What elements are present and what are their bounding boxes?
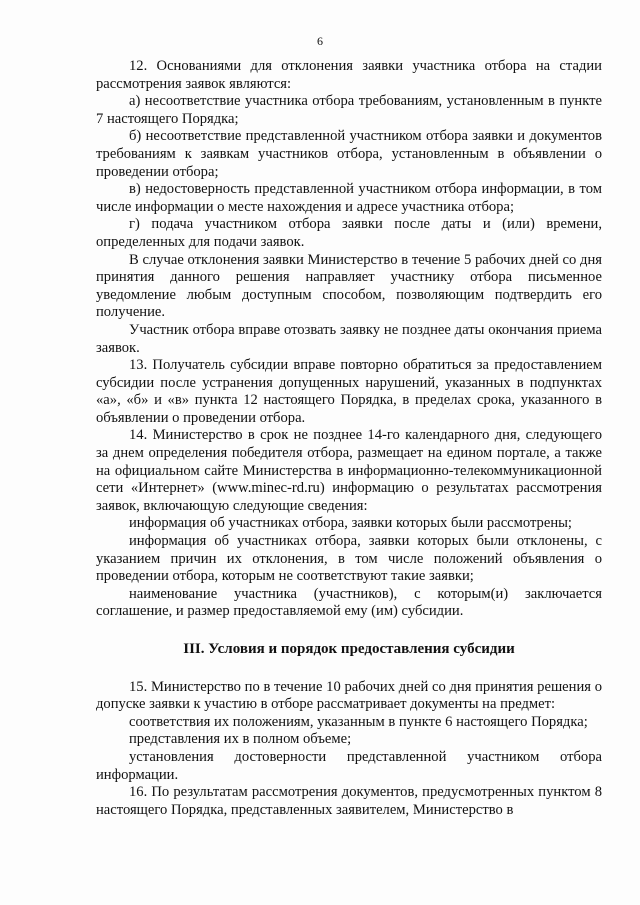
paragraph-16: 16. По результатам рассмотрения документов, предусмотренных пунктом 8 настоящего Порядка, представленных заявителем, Министерство в — [96, 784, 602, 818]
paragraph-15-item-2: представления их в полном объеме; — [129, 731, 352, 748]
paragraph-withdrawal: Участник отбора вправе отозвать заявку не позднее даты окончания приема заявок. — [96, 321, 602, 356]
paragraph-12c: в) недостоверность представленной участником отбора информации, в том числе информации о месте нахождения и адресе участника отбора; — [96, 181, 602, 215]
paragraph-rejection-notice: В случае отклонения заявки Министерство в течение 5 рабочих дней со дня принятия данного решения направляет участнику отбора письменное уведомление любым доступным способом, позволяющим подтвердить его получение. — [96, 251, 602, 321]
paragraph-12b: б) несоответствие представленной участником отбора заявки и документов требованиям к заявкам участников отбора, установленным в объявлении о проведении отбора; — [96, 128, 602, 180]
page-number: 6 — [317, 34, 323, 48]
paragraph-12a: а) несоответствие участника отбора требованиям, установленным в пункте 7 настоящего Порядка; — [96, 93, 602, 127]
paragraph-14-item-1: информация об участниках отбора, заявки которых были рассмотрены; — [129, 515, 572, 532]
paragraph-14: 14. Министерство в срок не позднее 14-го календарного дня, следующего за днем определения победителя отбора, размещает на едином портале, а также на официальном сайте Министерства в информационно-телекоммуникационной сети «Интернет» (www.minec-rd.ru) информацию о результатах рассмотрения заявок, включающую следующие сведения: — [96, 427, 602, 514]
paragraph-15-item-1: соответствия их положениям, указанным в пункте 6 настоящего Порядка; — [129, 713, 588, 730]
paragraph-14-item-2: информация об участниках отбора, заявки которых были отклонены, с указанием причин их отклонения, в том числе положений объявления о проведении отбора, которым не соответствуют такие заявки; — [96, 533, 602, 585]
section-heading: III. Условия и порядок предоставления субсидии — [183, 641, 515, 657]
paragraph-14-item-3: наименование участника (участников), с которым(и) заключается соглашение, и размер предоставляемой ему (им) субсидии. — [96, 585, 602, 620]
paragraph-12d: г) подача участником отбора заявки после даты и (или) времени, определенных для подачи заявок. — [96, 216, 602, 250]
paragraph-15-item-3: установления достоверности представленной участником отбора информации. — [96, 748, 602, 783]
document-body — [96, 58, 602, 819]
paragraph-13: 13. Получатель субсидии вправе повторно обратиться за предоставлением субсидии после устранения допущенных нарушений, указанных в подпунктах «а», «б» и «в» пункта 12 настоящего Порядка, в пределах срока, указанного в объявлении о проведении отбора. — [96, 357, 602, 426]
paragraph-12: 12. Основаниями для отклонения заявки участника отбора на стадии рассмотрения заявок являются: — [96, 58, 602, 92]
paragraph-15: 15. Министерство по в течение 10 рабочих дней со дня принятия решения о допуске заявки к участию в отборе рассматривает документы на предмет: — [96, 678, 602, 713]
